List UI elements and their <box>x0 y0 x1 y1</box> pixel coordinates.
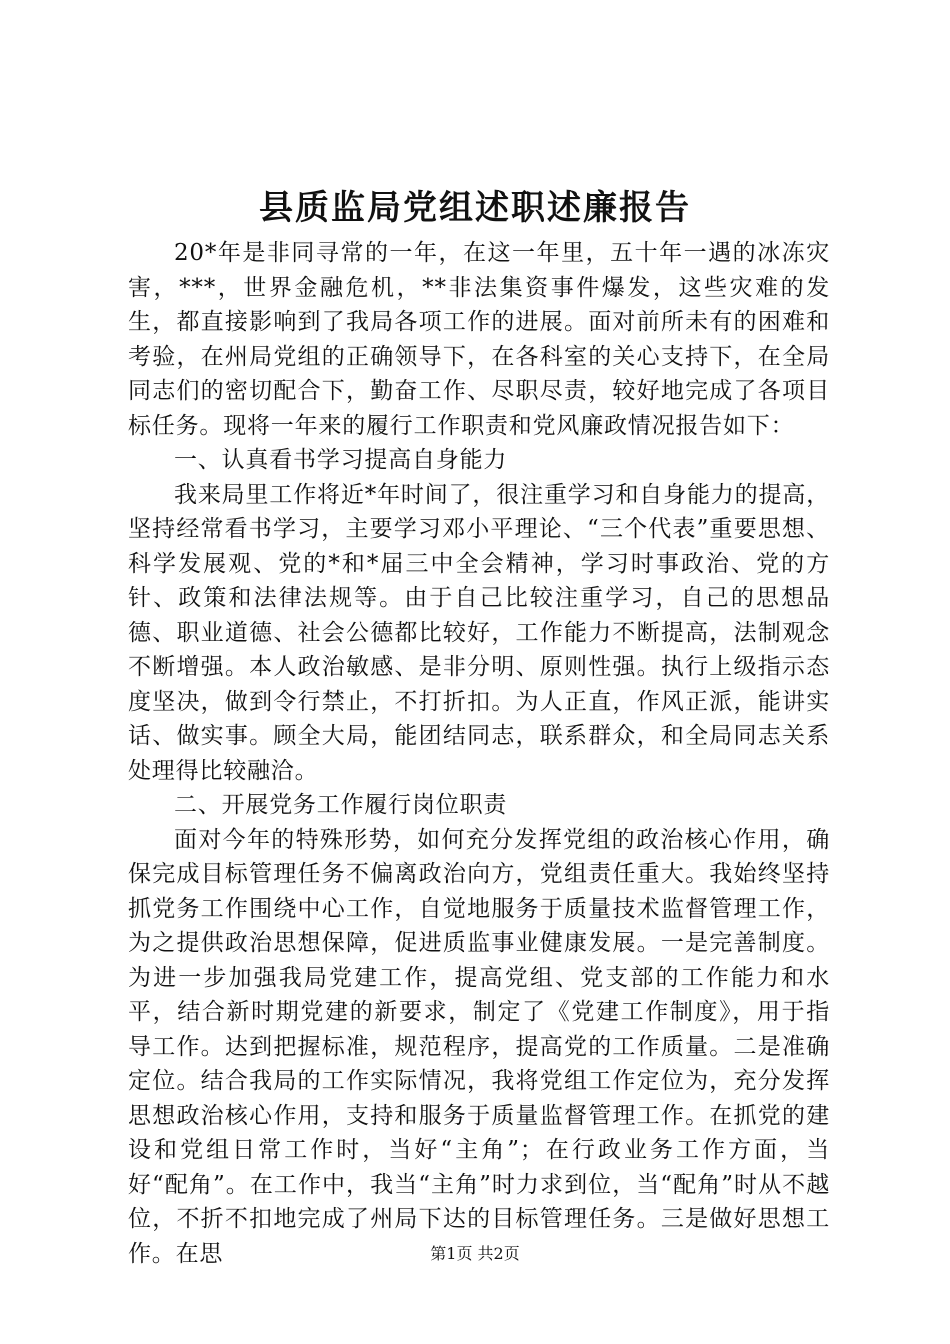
paragraph-section-1: 我来局里工作将近*年时间了，很注重学习和自身能力的提高，坚持经常看书学习，主要学习邓小平理论、“三个代表”重要思想、科学发展观、党的*和*届三中全会精神，学习时事政治、党的方针、政策和法律法规等。由于自己比较注重学习，自己的思想品德、职业道德、社会公德都比较好，工作能力不断提高，法制观念不断增强。本人政治敏感、是非分明、原则性强。执行上级指示态度坚决，做到令行禁止，不打折扣。为人正直，作风正派，能讲实话、做实事。顾全大局，能团结同志，联系群众，和全局同志关系处理得比较融洽。 <box>128 481 830 784</box>
document-title: 县质监局党组述职述廉报告 <box>259 188 691 228</box>
section-heading-1: 一、认真看书学习提高自身能力 <box>174 447 508 473</box>
paragraph-intro: 20*年是非同寻常的一年，在这一年里，五十年一遇的冰冻灾害，***，世界金融危机，**非法集资事件爆发，这些灾难的发生，都直接影响到了我局各项工作的进展。面对前所未有的困难和考验，在州局党组的正确领导下，在各科室的关心支持下，在全局同志们的密切配合下，勤奋工作、尽职尽责，较好地完成了各项目标任务。现将一年来的履行工作职责和党风廉政情况报告如下： <box>128 240 830 439</box>
page-number-footer: 第1页 共2页 <box>430 1244 520 1263</box>
paragraph-section-2: 面对今年的特殊形势，如何充分发挥党组的政治核心作用，确保完成目标管理任务不偏离政治向方，党组责任重大。我始终坚持抓党务工作围绕中心工作，自觉地服务于质量技术监督管理工作，为之提供政治思想保障，促进质监事业健康发展。一是完善制度。为进一步加强我局党建工作，提高党组、党支部的工作能力和水平，结合新时期党建的新要求，制定了《党建工作制度》，用于指导工作。达到把握标准，规范程序，提高党的工作质量。二是准确定位。结合我局的工作实际情况，我将党组工作定位为，充分发挥思想政治核心作用，支持和服务于质量监督管理工作。在抓党的建设和党组日常工作时，当好“主角”；在行政业务工作方面，当好“配角”。在工作中，我当“主角”时力求到位，当“配角”时从不越位，不折不扣地完成了州局下达的目标管理任务。三是做好思想工作。在思 <box>128 826 830 1267</box>
document-body <box>128 236 830 1271</box>
section-heading-2: 二、开展党务工作履行岗位职责 <box>174 792 508 818</box>
